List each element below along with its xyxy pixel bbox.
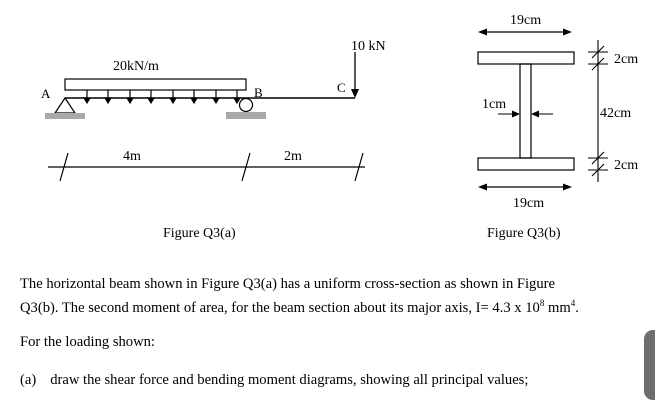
dim-ab-label: 4m [123, 149, 141, 164]
point-load-arrow [351, 52, 359, 98]
web-height-label: 42cm [600, 106, 632, 121]
flange-bottom-label: 2cm [614, 158, 639, 173]
item-a [20, 371, 528, 390]
scroll-handle[interactable] [644, 330, 655, 400]
caption-q3a: Figure Q3(a) [163, 226, 236, 241]
item-a-text: draw the shear force and bending moment diagrams, showing all principal values; [50, 372, 529, 388]
figure-q3b [478, 13, 638, 241]
top-width-arrow [478, 29, 572, 36]
paragraph-line-2 [20, 294, 579, 318]
web-thickness-arrows [498, 111, 553, 118]
period: . [575, 299, 579, 316]
point-load-label: 10 kN [351, 39, 386, 54]
unit-mm: mm [544, 299, 571, 316]
paragraph-line-1: The horizontal beam shown in Figure Q3(a) has a uniform cross-section as shown in Figure [20, 276, 555, 292]
point-c-label: C [337, 80, 346, 95]
paragraph-line-2-text: Q3(b). The second moment of area, for the beam section about its major axis, I= 4.3 x 10 [20, 299, 540, 316]
point-b-label: B [254, 85, 263, 100]
udl-block [65, 79, 246, 90]
pin-support-a [45, 98, 85, 119]
bottom-width-arrow [478, 184, 572, 191]
top-width-label: 19cm [510, 13, 542, 28]
web-thickness-label: 1cm [482, 97, 507, 112]
dim-bc-label: 2m [284, 149, 302, 164]
bottom-flange [478, 158, 574, 170]
exponent-4: 4 [570, 298, 576, 308]
flange-top-label: 2cm [614, 52, 639, 67]
roller-support-b [226, 99, 266, 120]
point-a-label: A [41, 86, 51, 101]
exponent-8: 8 [539, 298, 545, 308]
bottom-width-label: 19cm [513, 196, 545, 211]
dimension-line [48, 153, 365, 181]
caption-q3b: Figure Q3(b) [487, 226, 561, 241]
udl-label: 20kN/m [113, 59, 159, 74]
item-a-label: (a) [20, 372, 37, 388]
for-the-loading-shown: For the loading shown: [20, 334, 155, 350]
udl-arrows [84, 90, 240, 103]
figure-q3a [41, 39, 386, 241]
web [520, 64, 531, 158]
top-flange [478, 52, 574, 64]
